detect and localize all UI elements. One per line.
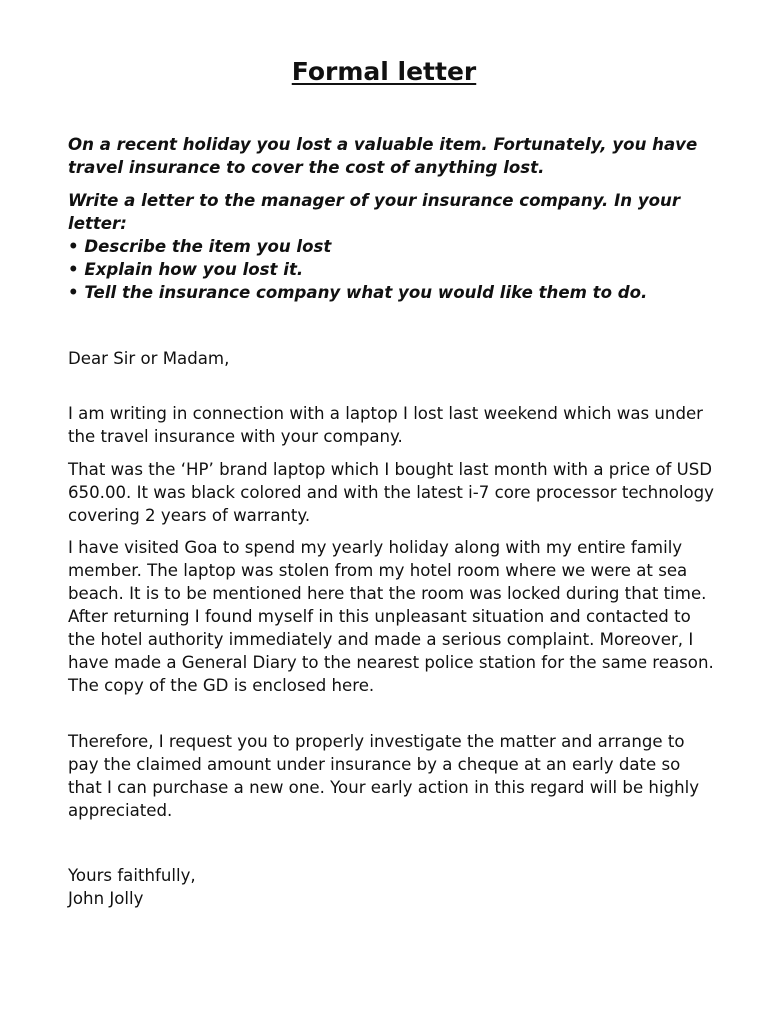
prompt-bullet-item: • Explain how you lost it. [68,260,304,279]
prompt-bullet-item: • Describe the item you lost [68,237,332,256]
letter-salutation: Dear Sir or Madam, [68,349,230,368]
letter-paragraph: Therefore, I request you to properly investigate the matter and arrange to pay the claimed amount under insurance by a cheque at an early date so that I can purchase a new one. Your early action in this regard will be highly appreciated. [68,732,700,820]
prompt-bullet-list [68,235,718,304]
prompt-instructions [68,189,718,304]
page-title: Formal letter [291,57,477,86]
letter-closing: Yours faithfully, [68,866,196,885]
prompt-intro: On a recent holiday you lost a valuable item. Fortunately, you have travel insurance to cover the cost of anything lost. [68,135,698,177]
prompt-instruction-text: Write a letter to the manager of your insurance company. In your letter: [68,191,681,233]
prompt-bullet-item: • Tell the insurance company what you would like them to do. [68,283,648,302]
letter-paragraph: That was the ‘HP’ brand laptop which I bought last month with a price of USD 650.00. It was black colored and with the latest i-7 core processor technology covering 2 years of warranty. [68,460,714,525]
letter-paragraph: I am writing in connection with a laptop I lost last weekend which was under the travel insurance with your company. [68,404,704,446]
letter-paragraph: I have visited Goa to spend my yearly holiday along with my entire family member. The laptop was stolen from my hotel room where we were at sea beach. It is to be mentioned here that the room was locked during that time. After returning I found myself in this unpleasant situation and contacted to the hotel authority immediately and made a serious complaint. Moreover, I have made a General Diary to the nearest police station for the same reason. The copy of the GD is enclosed here. [68,538,714,695]
letter-signature: John Jolly [68,889,144,908]
